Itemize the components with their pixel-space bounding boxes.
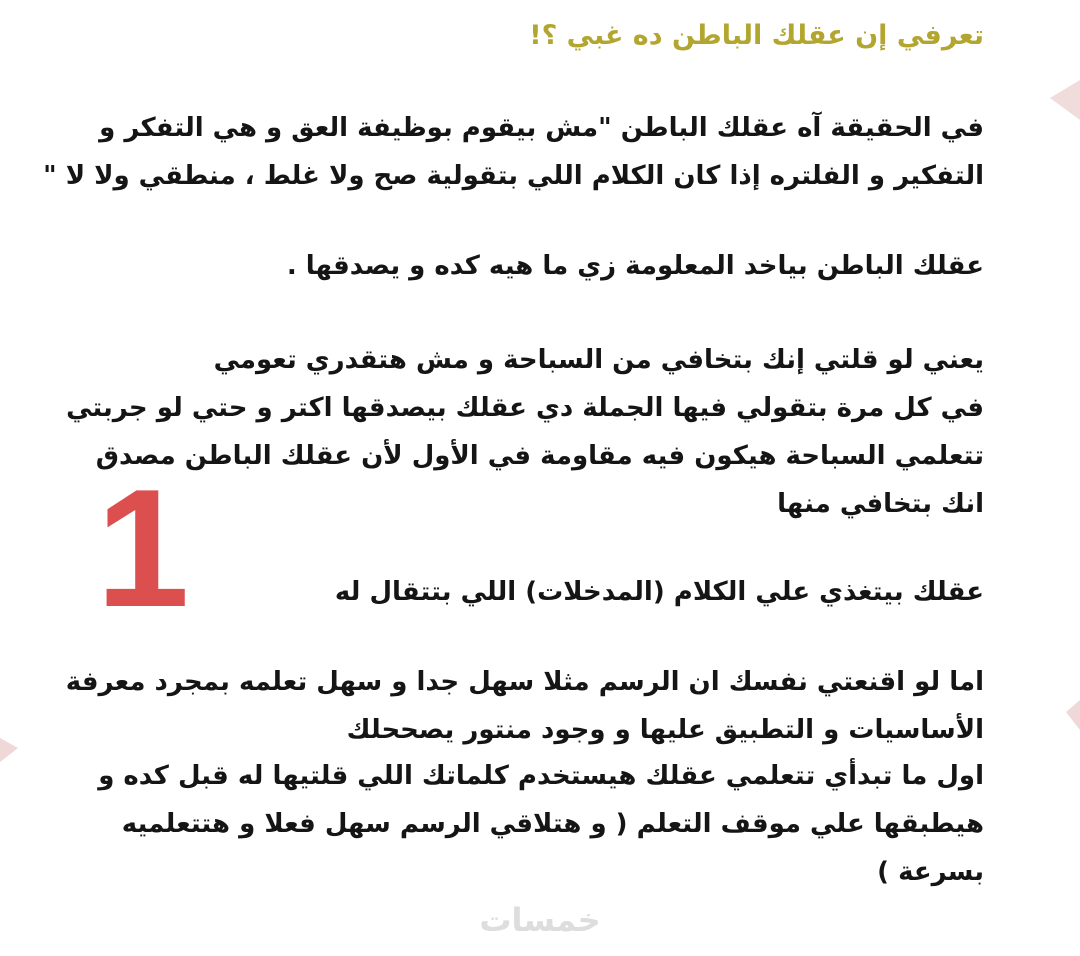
paragraph-line-9: اما لو اقنعتي نفسك ان الرسم مثلا سهل جدا و سهل تعلمه بمجرد معرفة	[65, 667, 984, 697]
paragraph-line-8: عقلك بيتغذي علي الكلام (المدخلات) اللي بتتقال له	[334, 577, 984, 607]
paragraph-line-5: في كل مرة بتقولي فيها الجملة دي عقلك بيصدقها اكتر و حتي لو جربتي	[66, 393, 984, 423]
paragraph-line-1: في الحقيقة آه عقلك الباطن "مش بيقوم بوظيفة العق و هي التفكر و	[99, 113, 984, 143]
corner-decoration-left	[0, 738, 18, 762]
paragraph-line-2: التفكير و الفلتره إذا كان الكلام اللي بتقولية صح ولا غلط ، منطقي ولا لا "	[43, 161, 984, 191]
corner-decoration-right	[1066, 700, 1080, 730]
paragraph-line-12: هيطبقها علي موقف التعلم ( و هتلاقي الرسم سهل فعلا و هتتعلميه	[121, 809, 984, 839]
slide-number: 1	[96, 454, 190, 642]
paragraph-line-13: بسرعة )	[877, 857, 984, 887]
paragraph-line-7: انك بتخافي منها	[777, 489, 984, 519]
paragraph-line-11: اول ما تبدأي تتعلمي عقلك هيستخدم كلماتك اللي قلتيها له قبل كده و	[98, 761, 984, 791]
paragraph-line-3: عقلك الباطن بياخد المعلومة زي ما هيه كده و يصدقها .	[286, 251, 984, 281]
paragraph-line-10: الأساسيات و التطبيق عليها و وجود منتور يصححلك	[346, 715, 984, 745]
watermark-logo: خمسات	[479, 901, 601, 939]
page-title: تعرفي إن عقلك الباطن ده غبي ؟!	[529, 20, 984, 51]
corner-decoration-top-right	[1050, 80, 1080, 120]
paragraph-line-6: تتعلمي السباحة هيكون فيه مقاومة في الأول لأن عقلك الباطن مصدق	[95, 441, 984, 471]
paragraph-line-4: يعني لو قلتي إنك بتخافي من السباحة و مش هتقدري تعومي	[213, 345, 984, 375]
